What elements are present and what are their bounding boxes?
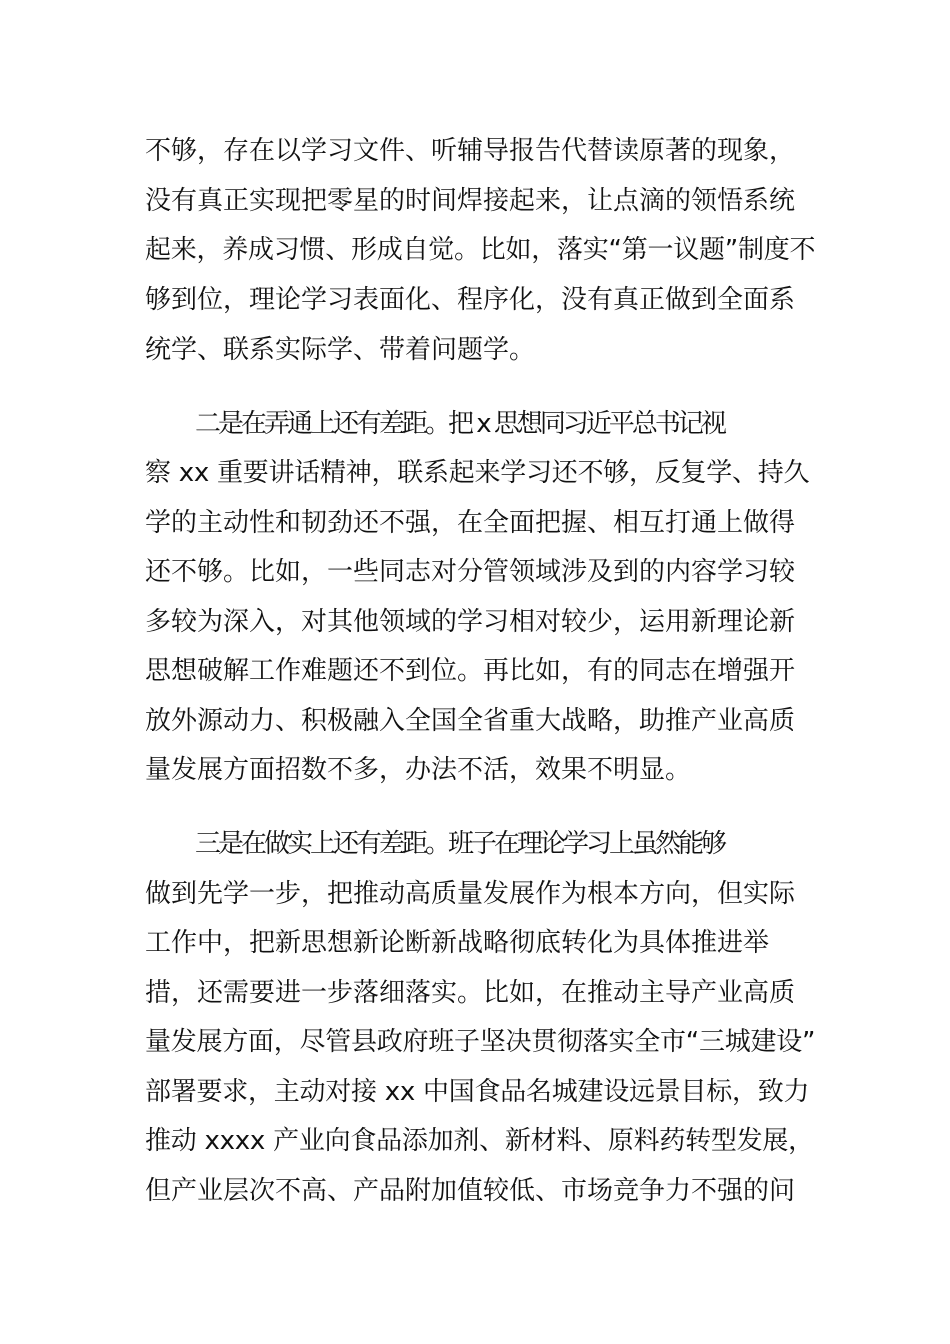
paragraph-1-line-1: 不够，存在以学习文件、听辅导报告代替读原著的现象， <box>145 136 796 166</box>
paragraph-3-line-8: 但产业层次不高、产品附加值较低、市场竞争力不强的问 <box>145 1176 796 1206</box>
paragraph-1-line-4: 够到位，理论学习表面化、程序化，没有真正做到全面系 <box>145 285 796 315</box>
paragraph-2-line-6: 思想破解工作难题还不到位。再比如，有的同志在增强开 <box>145 656 796 686</box>
paragraph-2-line-7: 放外源动力、积极融入全国全省重大战略，助推产业高质 <box>145 706 796 736</box>
paragraph-3-line-7: 推动 xxxx 产业向食品添加剂、新材料、原料药转型发展， <box>145 1126 814 1156</box>
paragraph-2-line-2: 察 xx 重要讲话精神，联系起来学习还不够，反复学、持久 <box>145 458 810 488</box>
paragraph-2-line-4: 还不够。比如，一些同志对分管领域涉及到的内容学习较 <box>145 557 796 587</box>
paragraph-2-line-3: 学的主动性和韧劲还不强，在全面把握、相互打通上做得 <box>145 508 796 538</box>
paragraph-3-line-2: 做到先学一步，把推动高质量发展作为根本方向，但实际 <box>145 879 796 909</box>
paragraph-3-line-3: 工作中，把新思想新论断新战略彻底转化为具体推进举 <box>145 928 770 958</box>
paragraph-2-line-1: 二是在弄通上还有差距。把 x 思想同习近平总书记视 <box>195 409 724 439</box>
paragraph-2-line-5: 多较为深入，对其他领域的学习相对较少，运用新理论新 <box>145 607 796 637</box>
paragraph-3-line-1: 三是在做实上还有差距。班子在理论学习上虽然能够 <box>195 829 725 859</box>
paragraph-2-line-8: 量发展方面招数不多，办法不活，效果不明显。 <box>145 755 692 785</box>
paragraph-1-line-5: 统学、联系实际学、带着问题学。 <box>145 335 536 365</box>
paragraph-3-line-6: 部署要求，主动对接 xx 中国食品名城建设远景目标，致力 <box>145 1077 810 1107</box>
paragraph-1-line-3: 起来，养成习惯、形成自觉。比如，落实“第一议题”制度不 <box>145 235 816 265</box>
paragraph-3-line-5: 量发展方面，尽管县政府班子坚决贯彻落实全市“三城建设” <box>145 1027 816 1057</box>
paragraph-3-line-4: 措，还需要进一步落细落实。比如，在推动主导产业高质 <box>145 978 796 1008</box>
paragraph-1-line-2: 没有真正实现把零星的时间焊接起来，让点滴的领悟系统 <box>145 186 796 216</box>
